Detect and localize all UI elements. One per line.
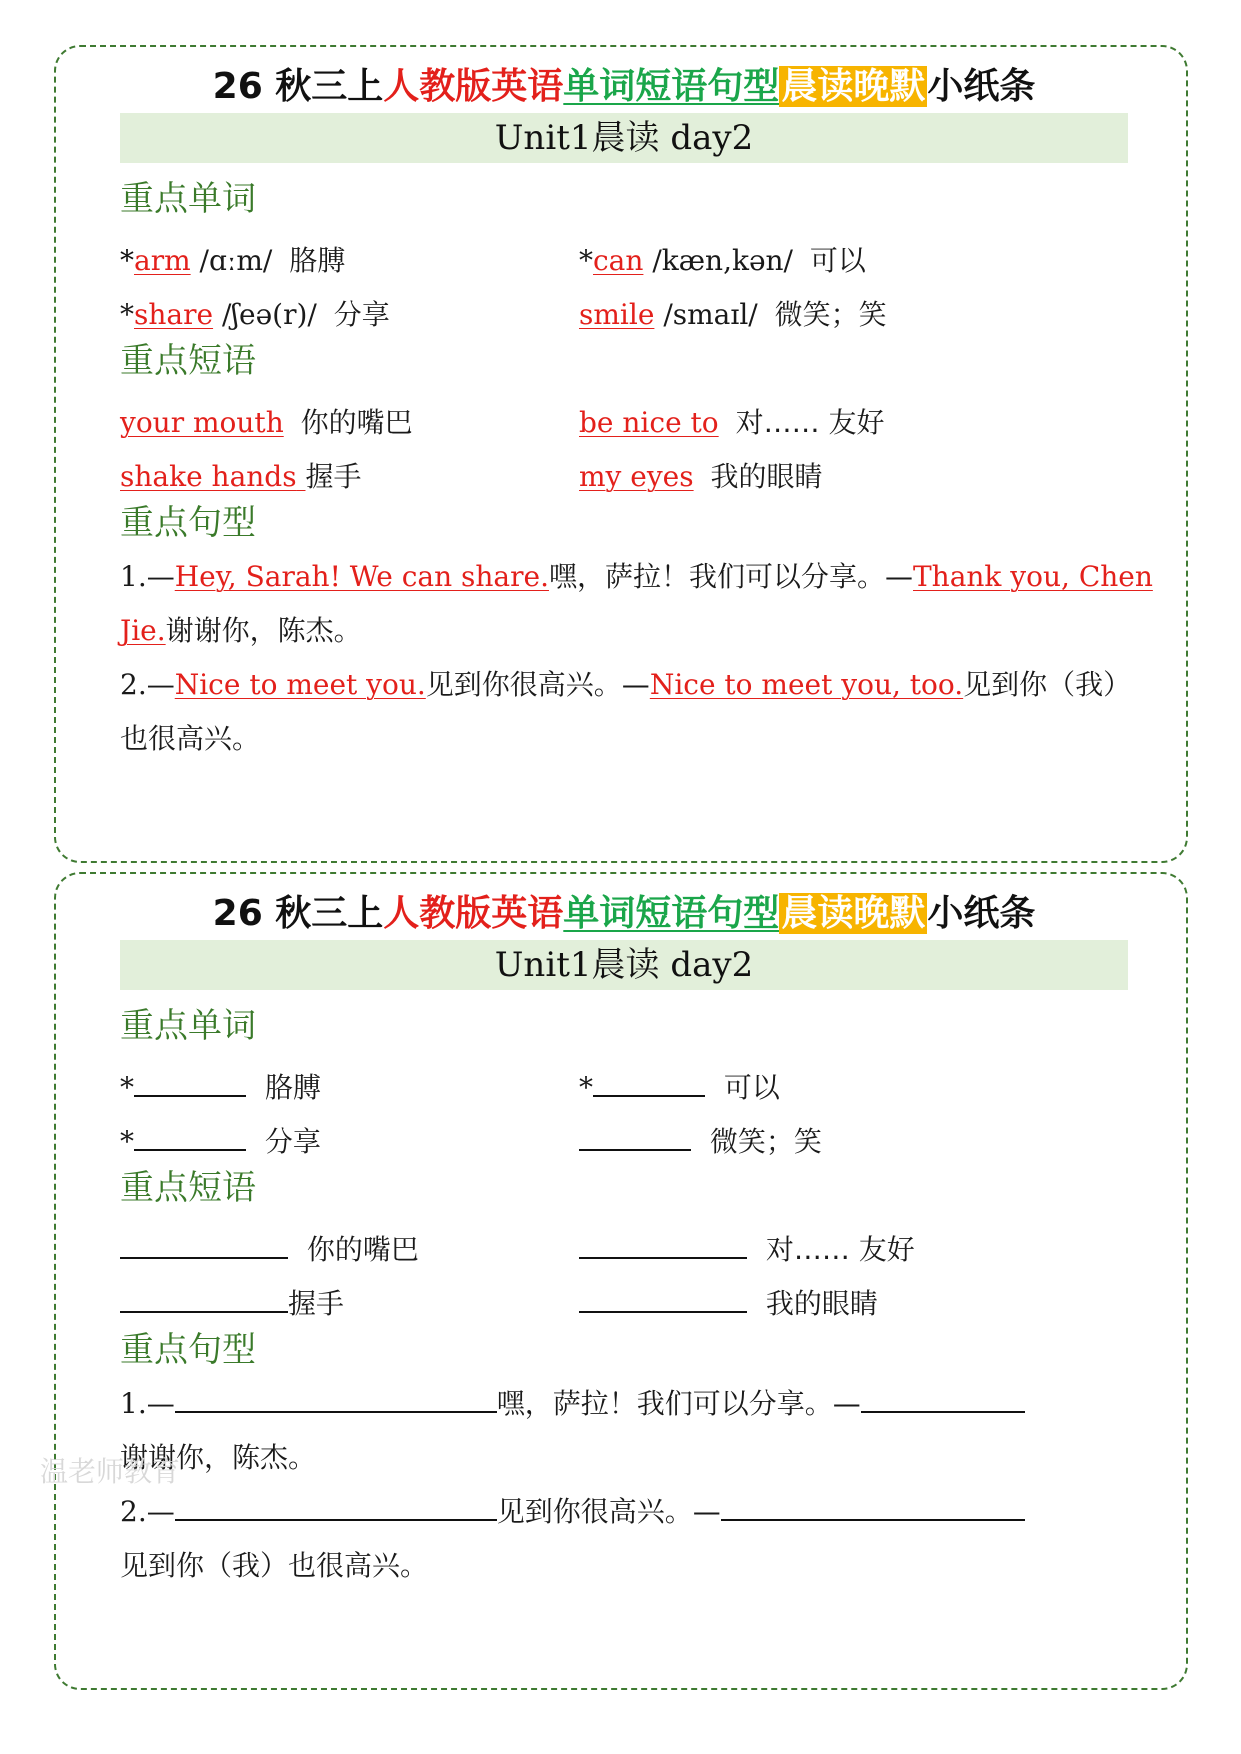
phrase-blank-item: 我的眼睛 bbox=[579, 1284, 878, 1324]
word-blank-item: 微笑；笑 bbox=[579, 1122, 822, 1162]
answer-blank[interactable] bbox=[134, 1123, 246, 1151]
answer-blank[interactable] bbox=[175, 1493, 497, 1521]
word-item: *share /ʃeə(r)/ 分享 bbox=[120, 298, 390, 331]
page-title: 26 秋三上人教版英语单词短语句型晨读晚默小纸条 bbox=[212, 893, 1036, 934]
phrase-item: be nice to 对…… 友好 bbox=[579, 406, 885, 439]
sentence-2-cont: 见到你（我）也很高兴。 bbox=[120, 1549, 429, 1582]
page-title: 26 秋三上人教版英语单词短语句型晨读晚默小纸条 bbox=[212, 66, 1036, 107]
word-blank-item: * 可以 bbox=[579, 1071, 780, 1104]
sentence-1: 1.— 嘿，萨拉！我们可以分享。— bbox=[120, 1374, 1128, 1434]
section-sentences: 重点句型 bbox=[120, 1330, 256, 1370]
answer-blank[interactable] bbox=[861, 1385, 1025, 1413]
answer-blank[interactable] bbox=[120, 1231, 288, 1259]
answer-blank[interactable] bbox=[175, 1385, 497, 1413]
sentence-1-cont: Jie.谢谢你，陈杰。 bbox=[120, 614, 362, 647]
word-blank-item: * 胳膊 bbox=[120, 1071, 321, 1104]
answer-blank[interactable] bbox=[593, 1069, 705, 1097]
section-words: 重点单词 bbox=[120, 1006, 256, 1046]
unit-band: Unit1晨读 day2 bbox=[120, 940, 1128, 990]
phrase-blank-item: 对…… 友好 bbox=[579, 1230, 915, 1270]
sentence-1-cont: 谢谢你，陈杰。 bbox=[120, 1441, 317, 1474]
phrase-item: shake hands 握手 bbox=[120, 460, 362, 493]
answer-card bbox=[54, 45, 1188, 863]
watermark: 温老师教育 bbox=[40, 1455, 181, 1488]
answer-blank[interactable] bbox=[579, 1285, 747, 1313]
section-phrases: 重点短语 bbox=[120, 1168, 256, 1208]
word-item: smile /smaɪl/ 微笑；笑 bbox=[579, 298, 887, 331]
sentence-1: 1.—Hey, Sarah! We can share.嘿，萨拉！我们可以分享。—Thank you, Chen bbox=[120, 560, 1153, 593]
section-sentences: 重点句型 bbox=[120, 503, 256, 543]
answer-blank[interactable] bbox=[721, 1493, 1025, 1521]
sentence-2: 2.— 见到你很高兴。— bbox=[120, 1482, 1128, 1542]
answer-blank[interactable] bbox=[579, 1231, 747, 1259]
phrase-item: my eyes 我的眼睛 bbox=[579, 460, 823, 493]
phrase-blank-item: 握手 bbox=[120, 1284, 344, 1324]
word-blank-item: * 分享 bbox=[120, 1125, 321, 1158]
section-words: 重点单词 bbox=[120, 179, 256, 219]
sentence-2-cont: 也很高兴。 bbox=[120, 722, 261, 755]
section-phrases: 重点短语 bbox=[120, 341, 256, 381]
sentence-2: 2.—Nice to meet you.见到你很高兴。—Nice to meet you, too.见到你（我） bbox=[120, 668, 1132, 701]
word-item: *arm /ɑːm/ 胳膊 bbox=[120, 244, 346, 277]
practice-card bbox=[54, 872, 1188, 1690]
phrase-item: your mouth 你的嘴巴 bbox=[120, 406, 413, 439]
answer-blank[interactable] bbox=[120, 1285, 288, 1313]
answer-blank[interactable] bbox=[579, 1123, 691, 1151]
unit-band: Unit1晨读 day2 bbox=[120, 113, 1128, 163]
word-item: *can /kæn,kən/ 可以 bbox=[579, 244, 866, 277]
answer-blank[interactable] bbox=[134, 1069, 246, 1097]
phrase-blank-item: 你的嘴巴 bbox=[120, 1230, 419, 1270]
